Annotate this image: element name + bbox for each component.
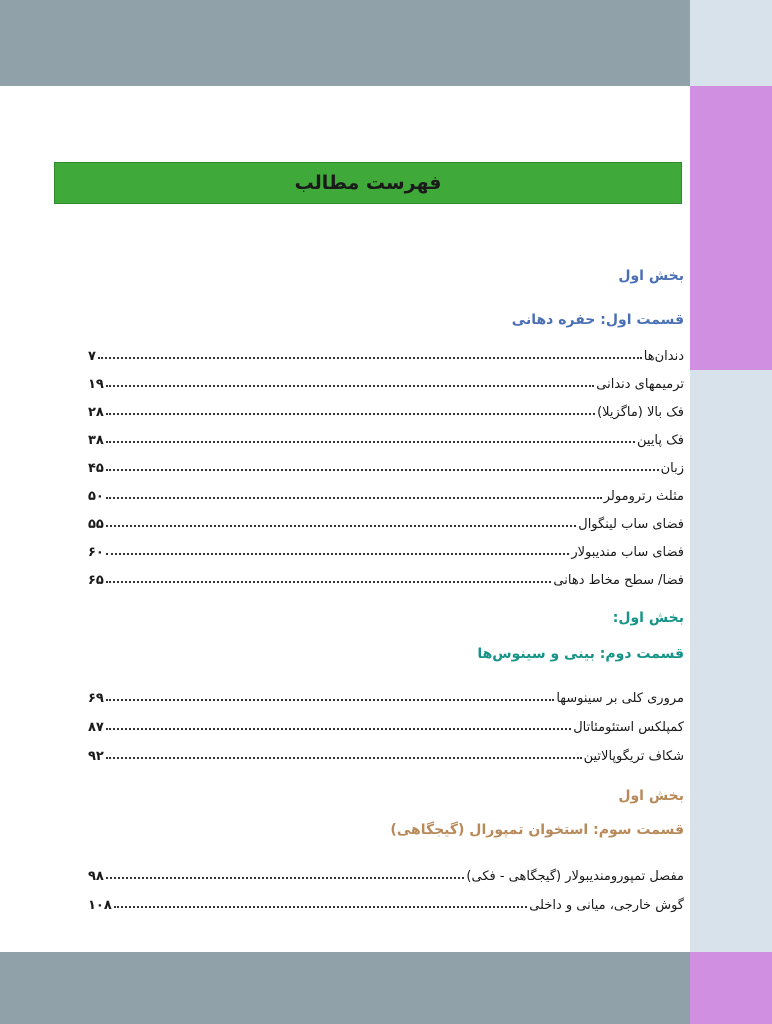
toc-leader-dots: [98, 357, 642, 359]
section-3-part: بخش اول: [618, 788, 684, 804]
toc-entry-page: ۹۸: [88, 869, 104, 884]
toc-entry[interactable]: [88, 862, 684, 884]
toc-leader-dots: [106, 728, 571, 730]
toc-leader-dots: [106, 699, 554, 701]
toc-entry-page: ۱۹: [88, 377, 104, 392]
toc-entry[interactable]: [88, 510, 684, 532]
toc-entry-page: ۵۵: [88, 517, 104, 532]
toc-leader-dots: [106, 581, 552, 583]
section-1-part: بخش اول: [618, 268, 684, 284]
toc-leader-dots: [106, 441, 635, 443]
toc-entry-page: ۶۹: [88, 691, 104, 706]
toc-entry[interactable]: [88, 891, 684, 913]
toc-entry-page: ۶۵: [88, 573, 104, 588]
top-banner: [0, 0, 690, 86]
toc-entry[interactable]: [88, 482, 684, 504]
toc-entry-title: فک بالا (ماگزیلا): [597, 405, 684, 420]
toc-leader-dots: [106, 497, 602, 499]
toc-leader-dots: [106, 757, 582, 759]
toc-entry-title: شکاف تریگوپالاتین: [583, 749, 684, 764]
toc-entry-title: فضای ساب مندیبولار: [571, 545, 684, 560]
section-1-subtitle: قسمت اول: حفره دهانی: [511, 312, 684, 328]
toc-entry-page: ۷: [88, 349, 96, 364]
section-2-subtitle: قسمت دوم: بینی و سینوس‌ها: [477, 646, 684, 662]
toc-leader-dots: [106, 525, 576, 527]
section-2-part: بخش اول:: [612, 610, 684, 626]
toc-entry-title: فک پایین: [637, 433, 684, 448]
toc-entry-page: ۵۰: [88, 489, 104, 504]
toc-leader-dots: [106, 553, 569, 555]
toc-entry-title: مروری کلی بر سینوسها: [556, 691, 684, 706]
section-3-subtitle: قسمت سوم: استخوان تمپورال (گیجگاهی): [390, 822, 684, 838]
toc-leader-dots: [106, 413, 595, 415]
toc-leader-dots: [114, 906, 527, 908]
toc-entry-page: ۸۷: [88, 720, 104, 735]
bottom-corner-block: [690, 952, 772, 1024]
toc-entry[interactable]: [88, 454, 684, 476]
toc-entry-page: ۱۰۸: [88, 898, 112, 913]
toc-entry-page: ۴۵: [88, 461, 104, 476]
toc-entry[interactable]: [88, 370, 684, 392]
toc-entry[interactable]: [88, 342, 684, 364]
toc-leader-dots: [106, 385, 594, 387]
toc-entry[interactable]: [88, 398, 684, 420]
toc-entry-page: ۲۸: [88, 405, 104, 420]
toc-entry[interactable]: [88, 538, 684, 560]
toc-entry-title: فضای ساب لینگوال: [578, 517, 684, 532]
toc-entry-page: ۶۰: [88, 545, 104, 560]
toc-entry[interactable]: [88, 566, 684, 588]
toc-entry-title: کمپلکس استئومئاتال: [573, 720, 684, 735]
toc-entry-title: ترمیمهای دندانی: [596, 377, 684, 392]
toc-entry[interactable]: [88, 684, 684, 706]
toc-entry-title: مفصل تمپورومندیبولار (گیجگاهی - فکی): [466, 869, 684, 884]
toc-entry[interactable]: [88, 426, 684, 448]
toc-title-bar: [54, 162, 682, 204]
toc-entry-title: فضا/ سطح مخاط دهانی: [553, 573, 684, 588]
toc-entry-title: گوش خارجی، میانی و داخلی: [529, 898, 684, 913]
top-corner-block: [690, 0, 772, 86]
bottom-banner: [0, 952, 690, 1024]
page-title: فهرست مطالب: [294, 172, 442, 194]
side-tab-light: [690, 370, 772, 952]
side-tab-purple: [690, 86, 772, 370]
toc-entry-page: ۳۸: [88, 433, 104, 448]
toc-leader-dots: [106, 877, 465, 879]
toc-leader-dots: [106, 469, 659, 471]
toc-entry-title: مثلث رترومولر: [603, 489, 684, 504]
toc-entry[interactable]: [88, 713, 684, 735]
toc-entry-title: دندان‌ها: [643, 349, 684, 364]
toc-entry[interactable]: [88, 742, 684, 764]
toc-entry-title: زبان: [660, 461, 684, 476]
toc-entry-page: ۹۲: [88, 749, 104, 764]
